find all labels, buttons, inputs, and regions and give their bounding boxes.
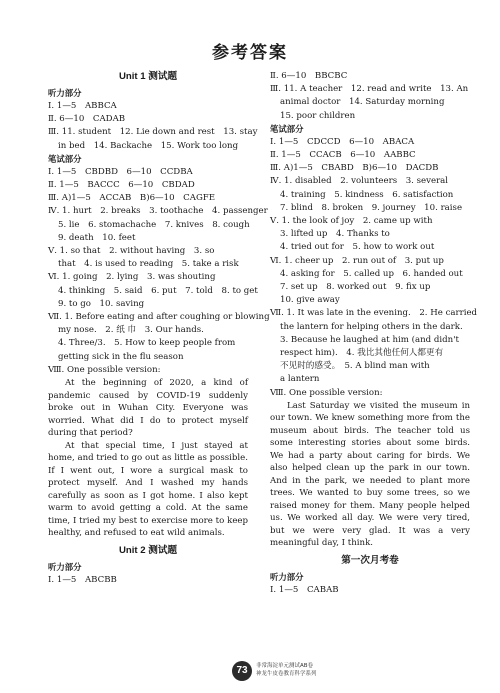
listening-label: 听力部分 (48, 88, 82, 98)
answer-line: Ⅱ. 6—10 CADAB (48, 114, 126, 125)
answer-line: Ⅲ. A)1—5 ACCAB B)6—10 CAGFE (48, 193, 216, 204)
answer-line: 15. poor children (280, 110, 356, 121)
answer-line: a lantern (280, 374, 320, 385)
answer-line: Ⅴ. 1. so that 2. without having 3. so (48, 246, 215, 257)
answer-line: Ⅰ. 1—5 CBDBD 6—10 CCDBA (48, 166, 193, 177)
right-column (270, 70, 478, 597)
essay-paragraph: At the beginning of 2020, a kind of pandemic caused by COVID-19 suddenly broke out in Wuhan City. Everyone was worried. What did I do to protect myself during that period? (48, 378, 248, 439)
answer-line: Ⅷ. One possible version: (48, 364, 161, 375)
essay-paragraph: Last Saturday we visited the museum in our town. We knew something more from the museum about birds. The teacher told us some interesting stories about some birds. We had a party about caring for birds. We also helped clean up the park in our town. And in the park, we needed to plant more trees. We wanted to buy some trees, so we raised money for them. Many people helped us. We worked all day. We were very tired, but we were very glad. It was a very meaningful day, I think. (270, 400, 470, 549)
answer-line: that 4. is used to reading 5. take a risk (58, 259, 239, 270)
answer-line: 4. tried out for 5. how to work out (280, 242, 435, 253)
answer-line: 不见时的感受。 5. A blind man with (280, 361, 430, 372)
answer-line: Ⅶ. 1. It was late in the evening. 2. He carried (270, 308, 478, 319)
exam-heading: 第一次月考卷 (341, 554, 399, 566)
answer-line: Ⅰ. 1—5 ABBCA (48, 101, 117, 111)
answer-line: Ⅳ. 1. hurt 2. breaks 3. toothache 4. passenger (48, 206, 268, 217)
answer-line: getting sick in the flu season (58, 351, 184, 362)
answer-line: in bed 14. Backache 15. Work too long (58, 140, 239, 151)
answer-line: animal doctor 14. Saturday morning (280, 97, 445, 108)
answer-line: 3. lifted up 4. Thanks to (280, 229, 390, 240)
answer-line: 4. thinking 5. said 6. put 7. told 8. to get (58, 285, 258, 296)
footer-publisher (256, 662, 317, 678)
listening-label: 听力部分 (48, 561, 82, 572)
answer-line: Ⅰ. 1—5 CABAB (270, 584, 339, 595)
answer-line: Ⅶ. 1. Before eating and after coughing or blowing (48, 312, 270, 323)
answer-line: Ⅴ. 1. the look of joy 2. came up with (270, 216, 433, 227)
unit1-heading: Unit 1 测试题 (118, 71, 178, 82)
answer-line: 3. Because he laughed at him (and didn't (280, 334, 459, 345)
answer-line: 7. blind 8. broken 9. journey 10. raise (280, 202, 463, 213)
answer-line: Ⅰ. 1—5 CDCCD 6—10 ABACA (270, 136, 415, 147)
answer-line: 5. lie 6. stomachache 7. knives 8. cough (58, 219, 250, 230)
answer-line: Ⅵ. 1. cheer up 2. run out of 3. put up (270, 255, 444, 266)
answer-line: 9. death 10. feet (58, 232, 136, 243)
page-title: 参考答案 (212, 43, 288, 63)
answer-line: Ⅵ. 1. going 2. lying 3. was shouting (48, 272, 216, 283)
answer-line: respect him). 4. 我比其他任何人都更有 (280, 348, 444, 359)
essay-paragraph: At that special time, I just stayed at home, and tried to go out as little as possible. If I went out, I wore a surgical mask to protect myself. And I washed my hands carefully as soon as I got home. I also kept warm to avoid getting a cold. At the same time, I tried my best to exercise more to keep healthy, and refused to eat wild animals. (48, 440, 248, 539)
written-label: 笔试部分 (48, 153, 82, 164)
answer-line: Ⅲ. 11. A teacher 12. read and write 13. An (270, 84, 469, 95)
answer-line: 7. set up 8. worked out 9. fix up (280, 282, 431, 293)
left-column (48, 70, 270, 587)
answer-line: my nose. 2. 纸 巾 3. Our hands. (58, 325, 204, 336)
answer-line: Ⅱ. 1—5 CCACB 6—10 AABBC (270, 150, 416, 161)
unit2-heading: Unit 2 测试题 (118, 544, 178, 556)
answer-line: Ⅲ. A)1—5 CBABD B)6—10 DACDB (270, 163, 439, 174)
page-number-badge: 73 (232, 661, 252, 681)
page-footer (232, 658, 372, 684)
answer-line: the lantern for helping others in the dark. (280, 321, 463, 332)
answer-line: Ⅱ. 1—5 BACCC 6—10 CBDAD (48, 180, 195, 191)
answer-line: 4. training 5. kindness 6. satisfaction (280, 189, 454, 200)
answer-line: Ⅱ. 6—10 BBCBC (270, 71, 348, 81)
answer-line: 9. to go 10. saving (58, 298, 145, 309)
footer-line-1: 非常海淀单元测试AB卷 (256, 663, 314, 669)
answer-line: 10. give away (280, 295, 340, 306)
answer-line: Ⅰ. 1—5 ABCBB (48, 574, 117, 585)
answer-line: Ⅳ. 1. disabled 2. volunteers 3. several (270, 176, 449, 187)
written-label: 笔试部分 (270, 123, 304, 134)
answer-line: Ⅲ. 11. student 12. Lie down and rest 13. stay (48, 127, 258, 138)
listening-label: 听力部分 (270, 571, 304, 582)
footer-line-2: 神龙牛皮卷教育科学系列 (256, 671, 317, 677)
answer-line: 4. asking for 5. called up 6. handed out (280, 268, 463, 279)
answer-line: 4. Three/3. 5. How to keep people from (58, 338, 236, 349)
answer-line: Ⅷ. One possible version: (270, 387, 383, 398)
